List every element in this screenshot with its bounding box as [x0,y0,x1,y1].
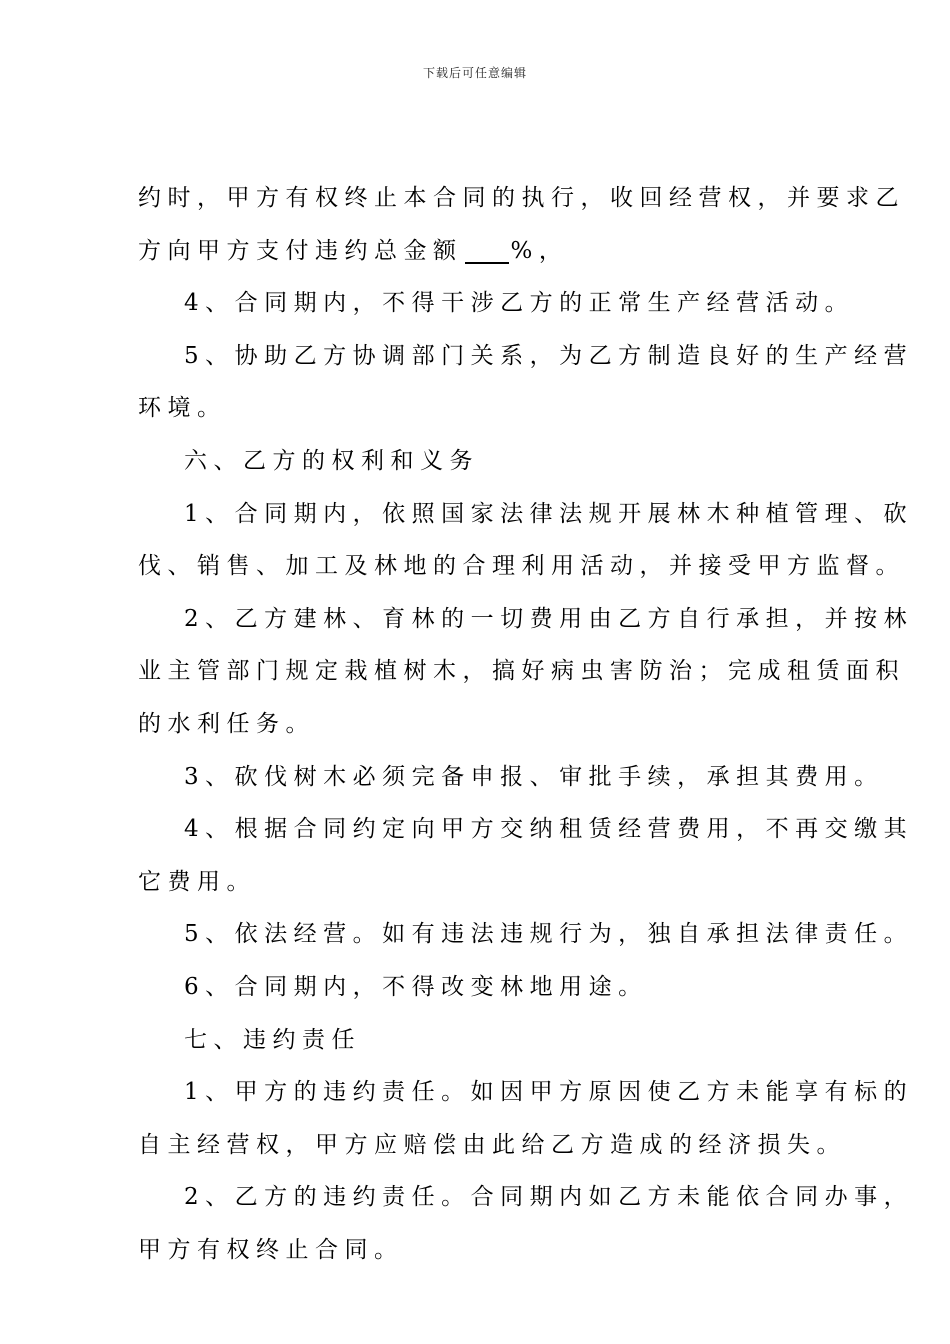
paragraph-line: 的水利任务。 [138,710,315,737]
paragraph-line: 业主管部门规定栽植树木，搞好病虫害防治；完成租赁面积 [138,658,905,685]
paragraph-line: 伐、销售、加工及林地的合理利用活动，并接受甲方监督。 [138,553,905,580]
paragraph-line: 约时，甲方有权终止本合同的执行，收回经营权，并要求乙 [138,185,905,211]
line-text: %， [510,237,569,264]
clause-line: 4、根据合同约定向甲方交纳租赁经营费用，不再交缴其 [184,816,914,843]
clause-line: 4、合同期内，不得干涉乙方的正常生产经营活动。 [184,290,855,317]
paragraph-line: 甲方有权终止合同。 [138,1236,404,1263]
paragraph-line: 自主经营权，甲方应赔偿由此给乙方造成的经济损失。 [138,1131,846,1158]
clause-line: 2、乙方建林、育林的一切费用由乙方自行承担，并按林 [184,605,914,632]
clause-line: 1、甲方的违约责任。如因甲方原因使乙方未能享有标的 [184,1079,914,1106]
clause-line: 2、乙方的违约责任。合同期内如乙方未能依合同办事， [184,1184,914,1211]
paragraph-line [138,231,828,284]
section-heading: 六、乙方的权利和义务 [184,447,479,474]
fill-in-blank [465,236,509,264]
clause-line: 3、砍伐树木必须完备申报、审批手续，承担其费用。 [184,763,884,790]
document-body [138,178,914,1282]
page-header: 下载后可任意编辑 [422,66,527,80]
paragraph-line: 它费用。 [138,868,256,895]
line-text: 方向甲方支付违约总金额 [138,237,463,264]
clause-line: 5、协助乙方协调部门关系，为乙方制造良好的生产经营 [184,342,914,369]
clause-line: 6、合同期内，不得改变林地用途。 [184,973,648,1000]
clause-line: 1、合同期内，依照国家法律法规开展林木种植管理、砍 [184,500,914,527]
clause-line: 5、依法经营。如有违法违规行为，独自承担法律责任。 [184,921,914,948]
paragraph-line: 环境。 [138,395,227,422]
section-heading: 七、违约责任 [184,1026,361,1053]
